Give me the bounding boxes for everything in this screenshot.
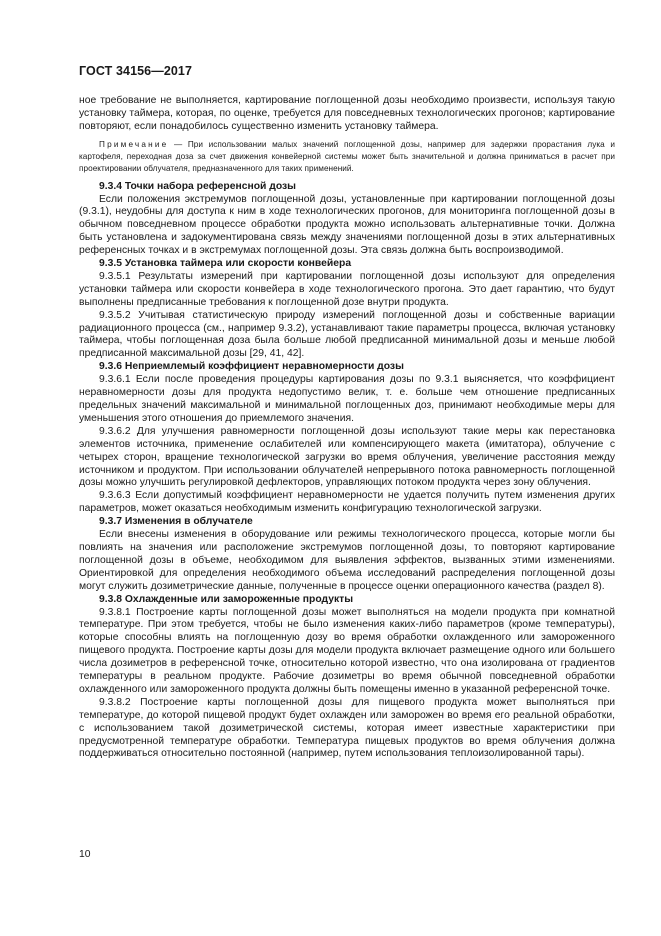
paragraph-9-3-6-2: 9.3.6.2 Для улучшения равномерности поглощенной дозы используют такие меры как перестановка элементов источника, применение ослабителей или компенсирующего макета (имитатора), облучение с четырех сторон, вращение технологической загрузки во время облучения, увеличение расстояния между источником и продуктом. При использовании облучателей непрерывного потока равномерность поглощенной дозы можно улучшить регулировкой дефлекторов, управляющих потоком продукта через зону облучения. [79,425,615,489]
paragraph-9-3-8-1: 9.3.8.1 Построение карты поглощенной дозы может выполняться на модели продукта при комнатной температуре. При этом требуется, чтобы не было изменения каких-либо параметров (кроме температуры), которые способны влиять на поглощенную дозу во время обработки охлажденного или замороженного пищевого продукта. Построение карты дозы для модели продукта включает размещение одного или большего числа дозиметров в референсной точке, относительно которой известно, что она изолирована от градиентов температуры в реальном продукте. Рабочие дозиметры во время обычной повседневной обработки охлажденного или замороженного продукта должны быть помещены именно в указанной референсной точке. [79,606,615,695]
heading-9-3-6: 9.3.6 Неприемлемый коэффициент неравномерности дозы [99,361,404,373]
heading-9-3-7: 9.3.7 Изменения в облучателе [99,516,253,528]
paragraph-9-3-7: Если внесены изменения в оборудование или режимы технологического процесса, которые могли бы повлиять на значения или расположение экстремумов поглощенной дозы, то повторяют картирование поглощенной дозы в объеме, необходимом для выявления эффектов, вызванных этими изменениями. Ориентировкой для определения необходимого объема исследований распределения поглощенной дозы могут служить дозиметрические данные, полученные в процессе оценки операционного качества (раздел 8). [79,529,615,592]
paragraph-9-3-5-1: 9.3.5.1 Результаты измерений при картировании поглощенной дозы используют для определения установки таймера или скорости конвейера в ходе технологического прогона. Это дает гарантию, что будут выполнены предписанные требования к поглощенной дозе внутри продукта. [79,270,615,308]
paragraph-9-3-4: Если положения экстремумов поглощенной дозы, установленные при картировании поглощенной дозы (9.3.1), неудобны для доступа к ним в ходе технологических прогонов, для мониторинга поглощенной дозы в обычном повседневном процессе обработки продукта можно использовать альтернативные точки. Должна быть установлена и задокументирована связь между значениями поглощенной дозы в этих альтернативных референсных точках и в экстремумах поглощенной дозы. Эта связь должна быть воспроизводимой. [79,193,615,257]
paragraph-9-3-8-2: 9.3.8.2 Построение карты поглощенной дозы для пищевого продукта может выполняться при температуре, до которой пищевой продукт будет охлажден или заморожен во время его реальной обработки, с использованием такой дозиметрической системы, которая имеет известные характеристики при предусмотренной температуре обработки. Температура пищевых продуктов во время облучения должна поддерживаться относительно постоянной (например, путем использования теплоизолированной тары). [79,696,615,760]
heading-9-3-5: 9.3.5 Установка таймера или скорости конвейера [99,258,352,270]
paragraph-continuation: ное требование не выполняется, картирование поглощенной дозы необходимо произвести, используя такую установку таймера, которая, по оценке, требуется для повседневных технологических прогонов; картирование повторяют, если понадобилось существенно изменить установку таймера. [79,95,615,132]
heading-9-3-8: 9.3.8 Охлажденные или замороженные продукты [99,593,354,605]
paragraph-9-3-6-3: 9.3.6.3 Если допустимый коэффициент неравномерности не удается получить путем изменения других параметров, может оказаться необходимым изменить конфигурацию технологической загрузки. [79,490,615,515]
note-text: — При использовании малых значений поглощенной дозы, например для задержки прорастания лука и картофеля, переходная доза за счет движения конвейерной системы может быть значительной и должна приниматься в расчет при проектировании облучателя, предназначенного для таких применений. [79,139,615,174]
paragraph-9-3-5-2: 9.3.5.2 Учитывая статистическую природу измерений поглощенной дозы и собственные вариации радиационного процесса (см., например 9.3.2), устанавливают такие параметры процесса, включая установку таймера, чтобы поглощенная доза была больше любой предписанной минимальной дозы и меньше любой предписанной максимальной дозы [29, 41, 42]. [79,309,615,360]
document-header: ГОСТ 34156—2017 [79,64,193,78]
paragraph-9-3-6-1: 9.3.6.1 Если после проведения процедуры картирования дозы по 9.3.1 выясняется, что коэффициент неравномерности дозы для продукта недопустимо велик, т. е. больше чем отношение предписанных предельных значений максимальной и минимальной поглощенных доз, принимают необходимые меры для уменьшения этого отношения до приемлемого значения. [79,374,615,424]
heading-9-3-4: 9.3.4 Точки набора референсной дозы [99,180,297,192]
note-label: Примечание [99,139,169,149]
note [79,139,615,176]
page-number: 10 [79,849,91,860]
document-body [79,95,615,761]
